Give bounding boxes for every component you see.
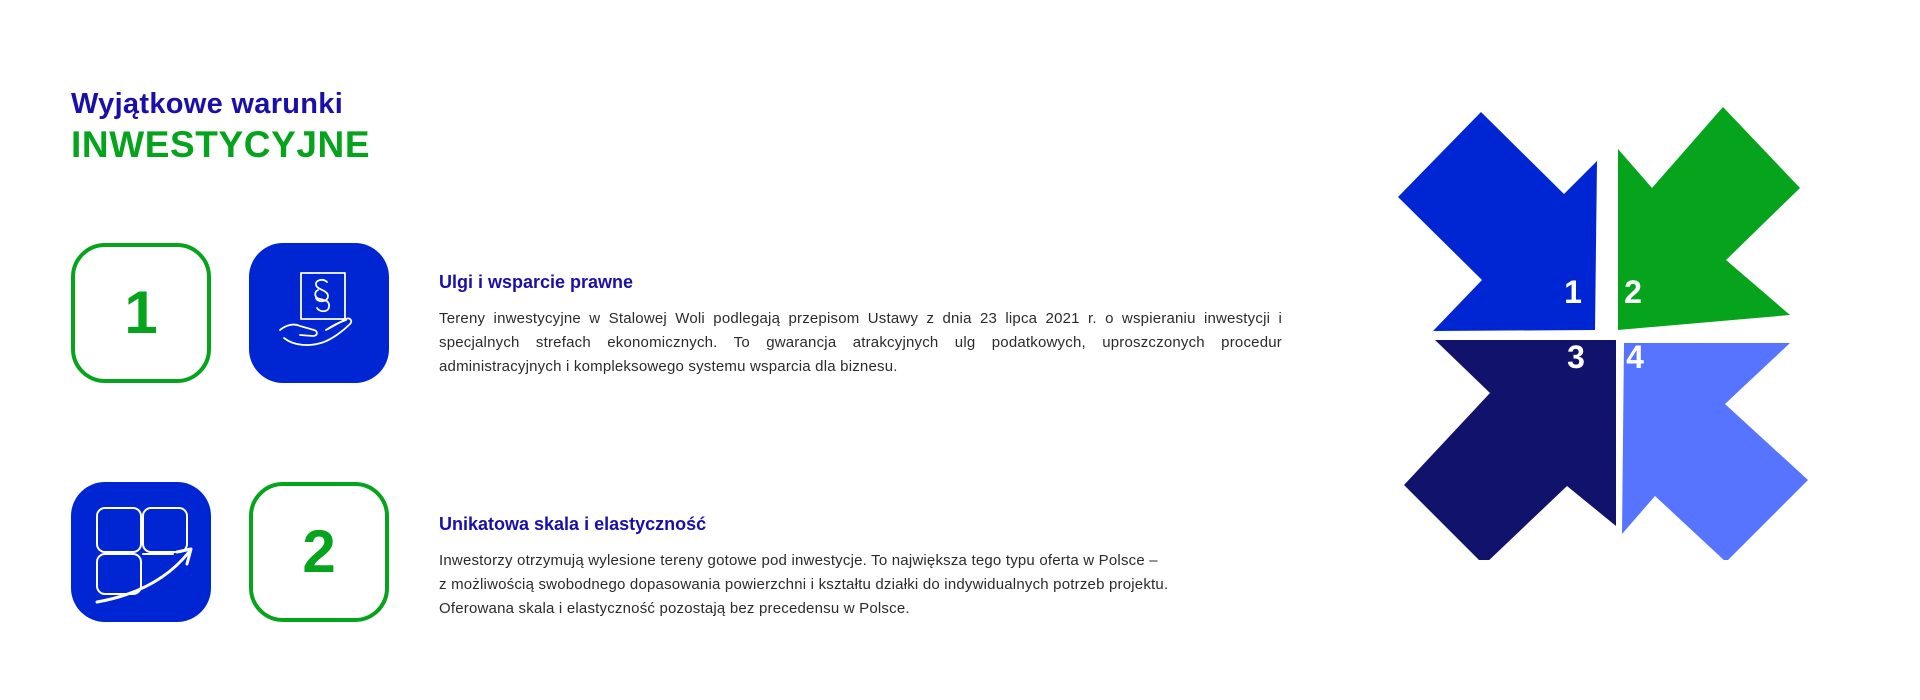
heading-subtitle: Wyjątkowe warunki [71,88,344,120]
number-tile-1 [71,243,211,383]
feature-1 [439,271,1282,379]
description-line: Oferowana skala i elastyczność pozostają bez precedensu w Polsce. [439,600,910,617]
feature-title: Ulgi i wsparcie prawne [439,272,634,292]
description-line: Inwestorzy otrzymują wylesione tereny gotowe pod inwestycje. To największa tego typu oferta w Polsce – [439,552,1158,569]
arrow-label-3: 3 [1567,339,1585,375]
tile-number: 1 [124,279,158,346]
tile-number: 2 [302,518,336,585]
arrow-4 [1622,343,1808,560]
heading-title: INWESTYCYJNE [71,124,371,165]
legal-paragraph-hand-icon [249,243,389,383]
arrow-label-4: 4 [1626,339,1644,375]
feature-title: Unikatowa skala i elastyczność [439,514,707,534]
number-tile-2 [249,482,389,622]
section-heading [71,86,370,168]
arrow-label-2: 2 [1624,274,1642,310]
description-line: z możliwością swobodnego dopasowania powierzchni i kształtu działki do indywidualnych potrzeb projektu. [439,576,1169,593]
feature-2 [439,513,1282,621]
arrow-2 [1618,107,1800,330]
feature-description [439,549,1282,621]
four-arrows-diagram [1390,100,1850,560]
feature-description: Tereny inwestycyjne w Stalowej Woli podlegają przepisom Ustawy z dnia 23 lipca 2021 r. o wspieraniu inwestycji i specjalnych strefach ekonomicznych. To gwarancja atrakcyjnych ulg podatkowych, uproszczonych procedur administracyjnych i kompleksowego systemu wsparcia dla biznesu. [439,310,1282,375]
plots-growth-arrow-icon [71,482,211,622]
arrow-label-1: 1 [1564,274,1582,310]
